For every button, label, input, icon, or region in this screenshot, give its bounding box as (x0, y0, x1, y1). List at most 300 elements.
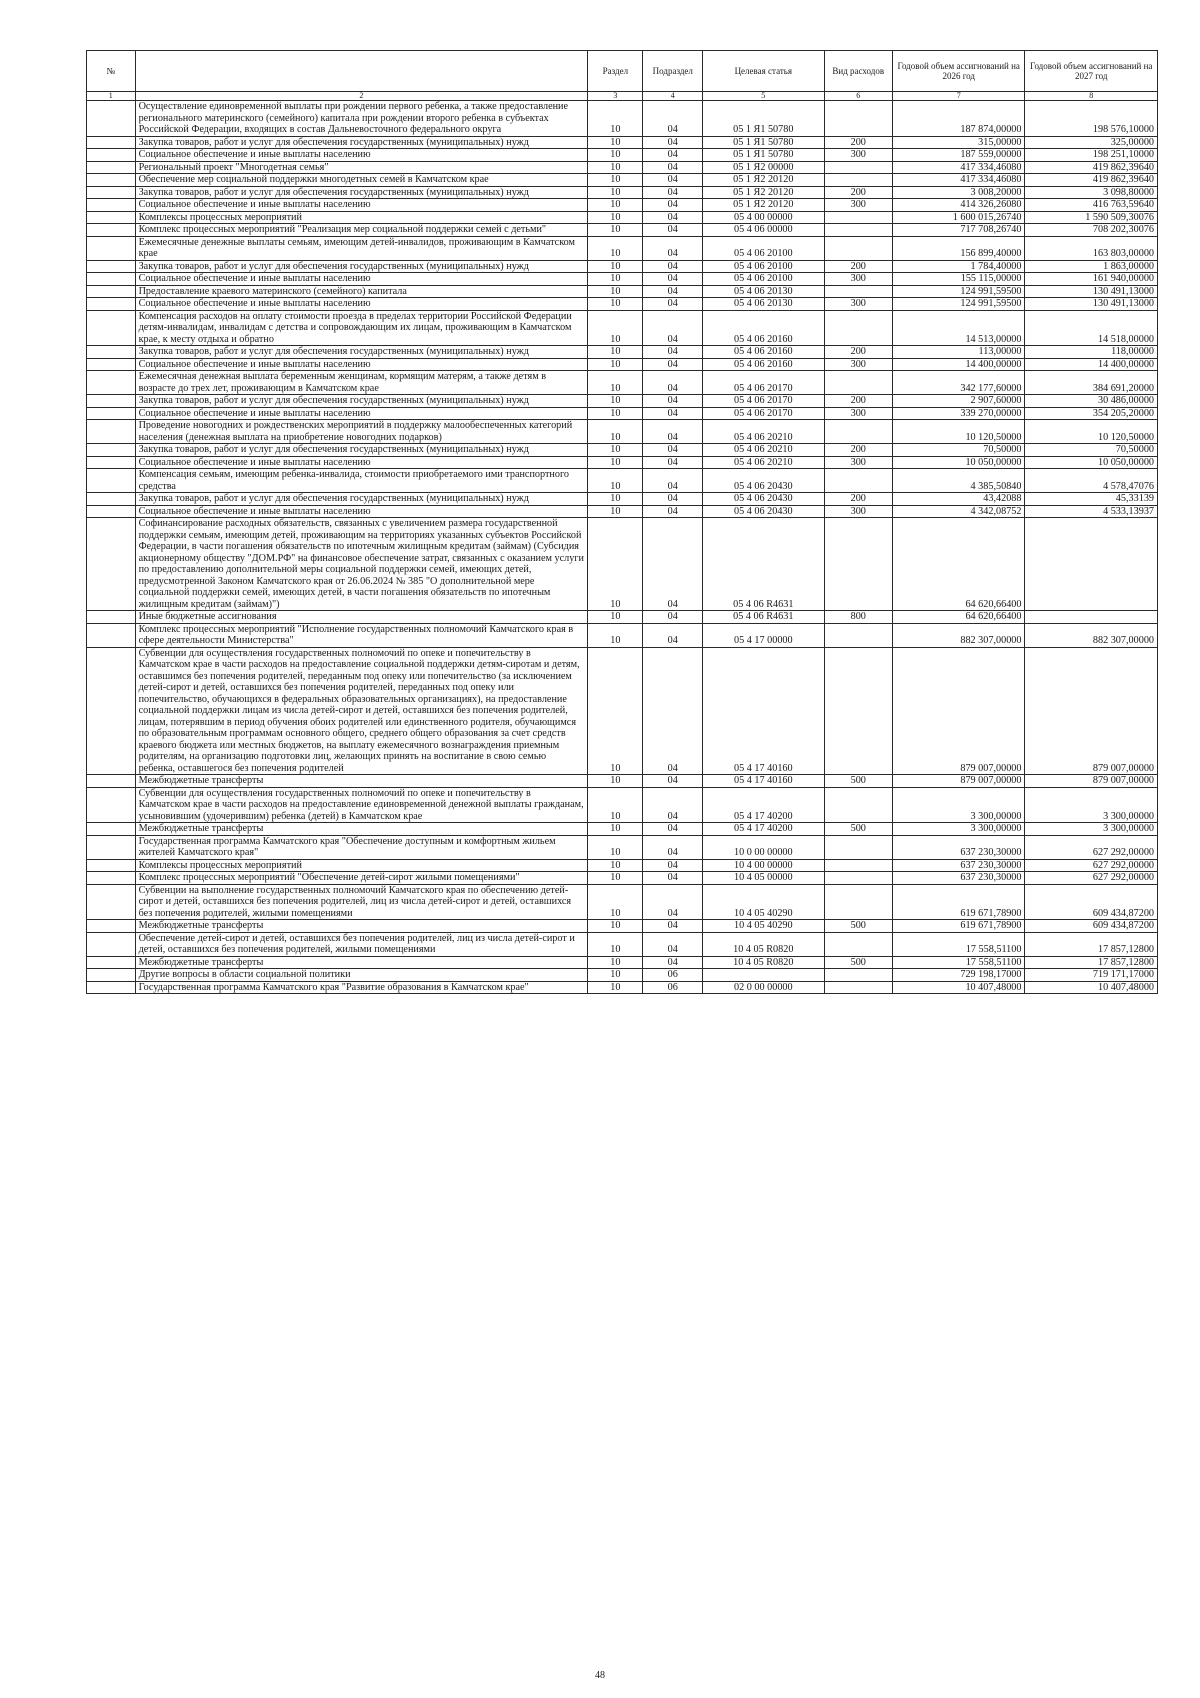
header-number: № (87, 51, 136, 92)
row-expense-type: 500 (824, 920, 892, 933)
row-number-cell (87, 623, 136, 647)
row-amount-2027: 3 300,00000 (1025, 823, 1158, 836)
row-amount-2026: 3 008,20000 (892, 186, 1024, 199)
row-amount-2026: 124 991,59500 (892, 298, 1024, 311)
header-expense-type: Вид расходов (824, 51, 892, 92)
table-row (87, 623, 1158, 647)
table-row (87, 420, 1158, 444)
row-expense-type: 300 (824, 273, 892, 286)
row-number-cell (87, 456, 136, 469)
row-expense-type: 300 (824, 358, 892, 371)
row-amount-2026: 10 120,50000 (892, 420, 1024, 444)
row-target-article: 05 1 Я1 50780 (703, 149, 824, 162)
row-section: 10 (588, 358, 643, 371)
row-amount-2027: 609 434,87200 (1025, 884, 1158, 920)
row-number-cell (87, 932, 136, 956)
row-amount-2027: 1 863,00000 (1025, 260, 1158, 273)
row-number-cell (87, 787, 136, 823)
column-number: 8 (1025, 92, 1158, 101)
row-amount-2027: 1 590 509,30076 (1025, 211, 1158, 224)
row-number-cell (87, 161, 136, 174)
row-section: 10 (588, 298, 643, 311)
row-amount-2027: 4 578,47076 (1025, 469, 1158, 493)
row-number-cell (87, 647, 136, 775)
row-expense-type (824, 623, 892, 647)
row-number-cell (87, 149, 136, 162)
row-number-cell (87, 835, 136, 859)
row-subsection: 04 (643, 224, 703, 237)
table-row (87, 358, 1158, 371)
row-amount-2026: 717 708,26740 (892, 224, 1024, 237)
column-number: 2 (135, 92, 588, 101)
row-amount-2027: 609 434,87200 (1025, 920, 1158, 933)
row-amount-2026: 315,00000 (892, 136, 1024, 149)
row-description: Субвенции для осуществления государственных полномочий по опеке и попечительству в Камчатском крае в части расходов на предоставление социальной поддержки детям-сиротам и детям, оставшимся без попечения родителей, переданным под опеку или попечительство (за исключением детей-сирот и детей, оставшихся без попечения родителей, переданных под опеку или попечительство, обучающихся в федеральных образовательных организациях), на предоставление социальной поддержки лицам из числа детей-сирот и детей, оставшихся без попечения родителей, лицам, потерявшим в период обучения обоих родителей или единственного родителя, обучающимся по образовательным программам основного общего, среднего общего образования за счет средств краевого бюджета или местных бюджетов, на выплату ежемесячного вознаграждения приемным родителям, на организацию подготовки лиц, желающих принять на воспитание в свою семью ребенка, оставшегося без попечения родителей (135, 647, 588, 775)
row-section: 10 (588, 101, 643, 137)
row-amount-2026: 637 230,30000 (892, 835, 1024, 859)
row-expense-type: 200 (824, 395, 892, 408)
row-number-cell (87, 420, 136, 444)
row-amount-2027: 14 400,00000 (1025, 358, 1158, 371)
header-target-article: Целевая статья (703, 51, 824, 92)
row-number-cell (87, 224, 136, 237)
row-section: 10 (588, 149, 643, 162)
row-target-article: 05 4 06 20100 (703, 236, 824, 260)
row-number-cell (87, 407, 136, 420)
row-section: 10 (588, 444, 643, 457)
table-row (87, 371, 1158, 395)
column-number: 7 (892, 92, 1024, 101)
row-description: Комплекс процессных мероприятий "Реализация мер социальной поддержки семей с детьми" (135, 224, 588, 237)
row-amount-2027: 4 533,13937 (1025, 505, 1158, 518)
row-amount-2027: 118,00000 (1025, 346, 1158, 359)
row-amount-2026: 17 558,51100 (892, 956, 1024, 969)
row-expense-type (824, 236, 892, 260)
table-row (87, 310, 1158, 346)
row-target-article: 10 4 05 00000 (703, 872, 824, 885)
row-description: Государственная программа Камчатского края "Развитие образования в Камчатском крае" (135, 981, 588, 994)
row-number-cell (87, 444, 136, 457)
row-amount-2026: 14 400,00000 (892, 358, 1024, 371)
row-section: 10 (588, 932, 643, 956)
row-expense-type (824, 285, 892, 298)
row-amount-2026: 124 991,59500 (892, 285, 1024, 298)
row-section: 10 (588, 260, 643, 273)
row-target-article: 10 4 05 40290 (703, 920, 824, 933)
row-amount-2027: 163 803,00000 (1025, 236, 1158, 260)
row-expense-type (824, 161, 892, 174)
column-number: 3 (588, 92, 643, 101)
row-target-article: 05 4 17 40160 (703, 775, 824, 788)
row-expense-type: 300 (824, 298, 892, 311)
row-subsection: 04 (643, 236, 703, 260)
row-section: 10 (588, 823, 643, 836)
row-target-article: 05 4 06 20130 (703, 285, 824, 298)
row-expense-type: 300 (824, 149, 892, 162)
row-expense-type (824, 371, 892, 395)
row-number-cell (87, 358, 136, 371)
table-row (87, 884, 1158, 920)
row-description: Межбюджетные трансферты (135, 956, 588, 969)
row-subsection: 04 (643, 199, 703, 212)
table-body (87, 101, 1158, 994)
table-row (87, 956, 1158, 969)
row-amount-2027: 130 491,13000 (1025, 298, 1158, 311)
table-row (87, 407, 1158, 420)
row-target-article: 05 4 06 20160 (703, 310, 824, 346)
row-description: Социальное обеспечение и иные выплаты населению (135, 273, 588, 286)
row-number-cell (87, 136, 136, 149)
row-target-article: 05 1 Я2 20120 (703, 199, 824, 212)
row-number-cell (87, 298, 136, 311)
row-target-article: 10 4 00 00000 (703, 859, 824, 872)
row-expense-type (824, 420, 892, 444)
row-number-cell (87, 969, 136, 982)
row-subsection: 04 (643, 444, 703, 457)
table-row (87, 298, 1158, 311)
row-amount-2026: 113,00000 (892, 346, 1024, 359)
row-section: 10 (588, 161, 643, 174)
row-section: 10 (588, 872, 643, 885)
row-description: Комплексы процессных мероприятий (135, 859, 588, 872)
row-amount-2026: 187 874,00000 (892, 101, 1024, 137)
row-section: 10 (588, 224, 643, 237)
row-subsection: 06 (643, 981, 703, 994)
row-section: 10 (588, 920, 643, 933)
row-number-cell (87, 956, 136, 969)
row-number-cell (87, 920, 136, 933)
row-amount-2027: 879 007,00000 (1025, 775, 1158, 788)
row-target-article: 05 4 17 40200 (703, 787, 824, 823)
row-subsection: 04 (643, 505, 703, 518)
row-amount-2027: 17 857,12800 (1025, 956, 1158, 969)
row-section: 10 (588, 236, 643, 260)
row-amount-2026: 10 050,00000 (892, 456, 1024, 469)
row-subsection: 04 (643, 920, 703, 933)
row-target-article: 05 4 17 00000 (703, 623, 824, 647)
row-description: Иные бюджетные ассигнования (135, 611, 588, 624)
row-number-cell (87, 285, 136, 298)
row-description: Закупка товаров, работ и услуг для обеспечения государственных (муниципальных) нужд (135, 260, 588, 273)
row-subsection: 06 (643, 969, 703, 982)
row-section: 10 (588, 273, 643, 286)
column-numbers-row (87, 92, 1158, 101)
row-subsection: 04 (643, 298, 703, 311)
row-expense-type (824, 101, 892, 137)
table-row (87, 224, 1158, 237)
row-expense-type (824, 787, 892, 823)
row-number-cell (87, 199, 136, 212)
row-subsection: 04 (643, 260, 703, 273)
row-subsection: 04 (643, 859, 703, 872)
row-amount-2026: 14 513,00000 (892, 310, 1024, 346)
row-target-article: 05 4 06 20100 (703, 260, 824, 273)
table-row (87, 505, 1158, 518)
row-section: 10 (588, 787, 643, 823)
row-amount-2026: 879 007,00000 (892, 647, 1024, 775)
table-row (87, 136, 1158, 149)
row-subsection: 04 (643, 395, 703, 408)
table-row (87, 101, 1158, 137)
table-row (87, 199, 1158, 212)
row-target-article: 05 4 06 20210 (703, 456, 824, 469)
row-amount-2026: 64 620,66400 (892, 518, 1024, 611)
row-subsection: 04 (643, 285, 703, 298)
column-number: 5 (703, 92, 824, 101)
row-amount-2027: 627 292,00000 (1025, 835, 1158, 859)
row-target-article: 05 4 06 20430 (703, 493, 824, 506)
table-row (87, 872, 1158, 885)
row-subsection: 04 (643, 787, 703, 823)
row-amount-2026: 417 334,46080 (892, 174, 1024, 187)
row-expense-type (824, 469, 892, 493)
row-target-article: 05 4 06 20130 (703, 298, 824, 311)
row-subsection: 04 (643, 161, 703, 174)
row-number-cell (87, 101, 136, 137)
row-amount-2026: 43,42088 (892, 493, 1024, 506)
row-description: Осуществление единовременной выплаты при рождении первого ребенка, а также предоставление регионального материнского (семейного) капитала при рождении второго ребенка в субъектах Российской Федерации, входящих в состав Дальневосточного федерального округа (135, 101, 588, 137)
row-amount-2027: 719 171,17000 (1025, 969, 1158, 982)
row-description: Обеспечение детей-сирот и детей, оставшихся без попечения родителей, лиц из числа детей-сирот и детей, оставшихся без попечения родителей, жилыми помещениями (135, 932, 588, 956)
row-description: Обеспечение мер социальной поддержки многодетных семей в Камчатском крае (135, 174, 588, 187)
row-amount-2026: 619 671,78900 (892, 920, 1024, 933)
column-number: 1 (87, 92, 136, 101)
row-amount-2026: 619 671,78900 (892, 884, 1024, 920)
row-amount-2027: 708 202,30076 (1025, 224, 1158, 237)
row-number-cell (87, 518, 136, 611)
row-subsection: 04 (643, 611, 703, 624)
row-target-article: 05 4 06 20430 (703, 469, 824, 493)
row-number-cell (87, 186, 136, 199)
row-section: 10 (588, 623, 643, 647)
row-description: Социальное обеспечение и иные выплаты населению (135, 298, 588, 311)
table-row (87, 273, 1158, 286)
table-row (87, 835, 1158, 859)
row-target-article: 05 1 Я1 50780 (703, 136, 824, 149)
row-number-cell (87, 310, 136, 346)
row-expense-type: 200 (824, 346, 892, 359)
row-amount-2026: 1 784,40000 (892, 260, 1024, 273)
row-section: 10 (588, 211, 643, 224)
row-amount-2026: 879 007,00000 (892, 775, 1024, 788)
row-target-article: 05 4 06 20170 (703, 407, 824, 420)
table-row (87, 285, 1158, 298)
table-row (87, 493, 1158, 506)
row-amount-2026: 882 307,00000 (892, 623, 1024, 647)
row-description: Государственная программа Камчатского края "Обеспечение доступным и комфортным жильем жителей Камчатского края" (135, 835, 588, 859)
row-number-cell (87, 174, 136, 187)
row-amount-2027: 14 518,00000 (1025, 310, 1158, 346)
row-expense-type: 800 (824, 611, 892, 624)
row-amount-2027: 161 940,00000 (1025, 273, 1158, 286)
row-subsection: 04 (643, 211, 703, 224)
row-section: 10 (588, 420, 643, 444)
row-description: Региональный проект "Многодетная семья" (135, 161, 588, 174)
row-section: 10 (588, 186, 643, 199)
row-description: Закупка товаров, работ и услуг для обеспечения государственных (муниципальных) нужд (135, 346, 588, 359)
row-target-article: 05 4 06 R4631 (703, 611, 824, 624)
row-section: 10 (588, 346, 643, 359)
row-amount-2026: 64 620,66400 (892, 611, 1024, 624)
row-target-article: 05 1 Я2 00000 (703, 161, 824, 174)
table-row (87, 823, 1158, 836)
row-amount-2026: 3 300,00000 (892, 823, 1024, 836)
row-target-article (703, 969, 824, 982)
row-description: Комплекс процессных мероприятий "Исполнение государственных полномочий Камчатского края в сфере деятельности Министерства" (135, 623, 588, 647)
row-target-article: 05 1 Я2 20120 (703, 186, 824, 199)
row-amount-2026: 3 300,00000 (892, 787, 1024, 823)
row-expense-type (824, 310, 892, 346)
row-subsection: 04 (643, 273, 703, 286)
row-section: 10 (588, 956, 643, 969)
row-expense-type: 200 (824, 493, 892, 506)
row-expense-type: 200 (824, 136, 892, 149)
row-amount-2027: 130 491,13000 (1025, 285, 1158, 298)
row-amount-2027: 325,00000 (1025, 136, 1158, 149)
row-amount-2026: 339 270,00000 (892, 407, 1024, 420)
row-number-cell (87, 469, 136, 493)
row-amount-2027: 627 292,00000 (1025, 859, 1158, 872)
row-description: Социальное обеспечение и иные выплаты населению (135, 149, 588, 162)
row-description: Социальное обеспечение и иные выплаты населению (135, 456, 588, 469)
table-row (87, 260, 1158, 273)
row-description: Субвенции для осуществления государственных полномочий по опеке и попечительству в Камчатском крае в части расходов на предоставление единовременной денежной выплаты гражданам, усыновившим (удочерившим) ребенка (детей) в Камчатском крае (135, 787, 588, 823)
row-target-article: 10 4 05 R0820 (703, 956, 824, 969)
row-description: Закупка товаров, работ и услуг для обеспечения государственных (муниципальных) нужд (135, 444, 588, 457)
table-row (87, 647, 1158, 775)
row-section: 10 (588, 469, 643, 493)
row-amount-2027: 10 407,48000 (1025, 981, 1158, 994)
row-number-cell (87, 872, 136, 885)
row-subsection: 04 (643, 835, 703, 859)
row-expense-type (824, 224, 892, 237)
row-expense-type (824, 518, 892, 611)
row-section: 10 (588, 493, 643, 506)
budget-allocation-table (86, 50, 1158, 994)
row-description: Софинансирование расходных обязательств, связанных с увеличением размера государственной поддержки семьям, имеющим детей, проживающим на территориях указанных субъектов Российской Федерации, в части погашения обязательств по ипотечным жилищным кредитам (займам) (Субсидия акционерному обществу "ДОМ.РФ" на финансовое обеспечение затрат, связанных с оказанием услуги по предоставлению дополнительной меры социальной поддержки семей, имеющих детей, предусмотренной Законом Камчатского края от 26.06.2024 № 385 "О дополнительной мере социальной поддержки семей, имеющих детей, в части погашения обязательств по ипотечным жилищным кредитам (займам)") (135, 518, 588, 611)
table-row (87, 444, 1158, 457)
row-expense-type (824, 884, 892, 920)
row-number-cell (87, 346, 136, 359)
row-description: Закупка товаров, работ и услуг для обеспечения государственных (муниципальных) нужд (135, 395, 588, 408)
row-expense-type: 300 (824, 199, 892, 212)
row-target-article: 05 1 Я2 20120 (703, 174, 824, 187)
row-amount-2027: 627 292,00000 (1025, 872, 1158, 885)
row-section: 10 (588, 285, 643, 298)
row-amount-2026: 2 907,60000 (892, 395, 1024, 408)
row-subsection: 04 (643, 493, 703, 506)
row-subsection: 04 (643, 186, 703, 199)
row-amount-2026: 414 326,26080 (892, 199, 1024, 212)
row-target-article: 05 4 06 20160 (703, 346, 824, 359)
row-section: 10 (588, 981, 643, 994)
row-amount-2027: 3 098,80000 (1025, 186, 1158, 199)
row-expense-type (824, 835, 892, 859)
header-section: Раздел (588, 51, 643, 92)
row-amount-2027: 419 862,39640 (1025, 174, 1158, 187)
table-row (87, 149, 1158, 162)
row-target-article: 05 4 17 40160 (703, 647, 824, 775)
row-section: 10 (588, 969, 643, 982)
row-description: Компенсация расходов на оплату стоимости проезда в пределах территории Российской Федерации детям-инвалидам, инвалидам с детства и сопровождающим их лицам, проживающим в Камчатском крае, к месту отдыха и обратно (135, 310, 588, 346)
row-section: 10 (588, 884, 643, 920)
row-section: 10 (588, 199, 643, 212)
row-subsection: 04 (643, 420, 703, 444)
row-description: Другие вопросы в области социальной политики (135, 969, 588, 982)
row-amount-2026: 155 115,00000 (892, 273, 1024, 286)
row-target-article: 05 4 06 20160 (703, 358, 824, 371)
row-subsection: 04 (643, 358, 703, 371)
row-subsection: 04 (643, 149, 703, 162)
row-subsection: 04 (643, 823, 703, 836)
row-target-article: 05 4 06 R4631 (703, 518, 824, 611)
row-subsection: 04 (643, 884, 703, 920)
header-name (135, 51, 588, 92)
row-subsection: 04 (643, 310, 703, 346)
row-description: Проведение новогодних и рождественских мероприятий в поддержку малообеспеченных категорий населения (денежная выплата на приобретение новогодних подарков) (135, 420, 588, 444)
table-header-row (87, 51, 1158, 92)
row-number-cell (87, 211, 136, 224)
row-description: Закупка товаров, работ и услуг для обеспечения государственных (муниципальных) нужд (135, 136, 588, 149)
row-number-cell (87, 859, 136, 872)
row-amount-2026: 342 177,60000 (892, 371, 1024, 395)
row-expense-type (824, 174, 892, 187)
row-subsection: 04 (643, 469, 703, 493)
row-number-cell (87, 981, 136, 994)
row-amount-2027: 882 307,00000 (1025, 623, 1158, 647)
row-section: 10 (588, 371, 643, 395)
row-description: Межбюджетные трансферты (135, 775, 588, 788)
row-subsection: 04 (643, 101, 703, 137)
table-row (87, 346, 1158, 359)
row-subsection: 04 (643, 623, 703, 647)
row-amount-2027: 198 576,10000 (1025, 101, 1158, 137)
row-subsection: 04 (643, 872, 703, 885)
row-subsection: 04 (643, 407, 703, 420)
row-description: Социальное обеспечение и иные выплаты населению (135, 505, 588, 518)
row-description: Комплекс процессных мероприятий "Обеспечение детей-сирот жилыми помещениями" (135, 872, 588, 885)
row-amount-2026: 70,50000 (892, 444, 1024, 457)
row-section: 10 (588, 647, 643, 775)
row-number-cell (87, 260, 136, 273)
row-amount-2027 (1025, 611, 1158, 624)
row-subsection: 04 (643, 371, 703, 395)
row-section: 10 (588, 859, 643, 872)
row-description: Социальное обеспечение и иные выплаты населению (135, 407, 588, 420)
table-row (87, 395, 1158, 408)
row-section: 10 (588, 611, 643, 624)
row-number-cell (87, 493, 136, 506)
row-target-article: 05 4 06 20210 (703, 420, 824, 444)
column-number: 4 (643, 92, 703, 101)
row-amount-2026: 637 230,30000 (892, 859, 1024, 872)
row-amount-2027: 198 251,10000 (1025, 149, 1158, 162)
row-expense-type: 500 (824, 775, 892, 788)
row-description: Комплексы процессных мероприятий (135, 211, 588, 224)
row-expense-type (824, 969, 892, 982)
row-subsection: 04 (643, 136, 703, 149)
row-number-cell (87, 395, 136, 408)
row-number-cell (87, 823, 136, 836)
row-expense-type: 200 (824, 260, 892, 273)
row-expense-type: 500 (824, 956, 892, 969)
table-row (87, 456, 1158, 469)
table-row (87, 920, 1158, 933)
row-number-cell (87, 884, 136, 920)
row-description: Межбюджетные трансферты (135, 920, 588, 933)
row-description: Субвенции на выполнение государственных полномочий Камчатского края по обеспечению детей-сирот и детей, оставшихся без попечения родителей, лиц из числа детей-сирот и детей, оставшихся без попечения родителей, жилыми помещениями (135, 884, 588, 920)
row-amount-2026: 4 342,08752 (892, 505, 1024, 518)
